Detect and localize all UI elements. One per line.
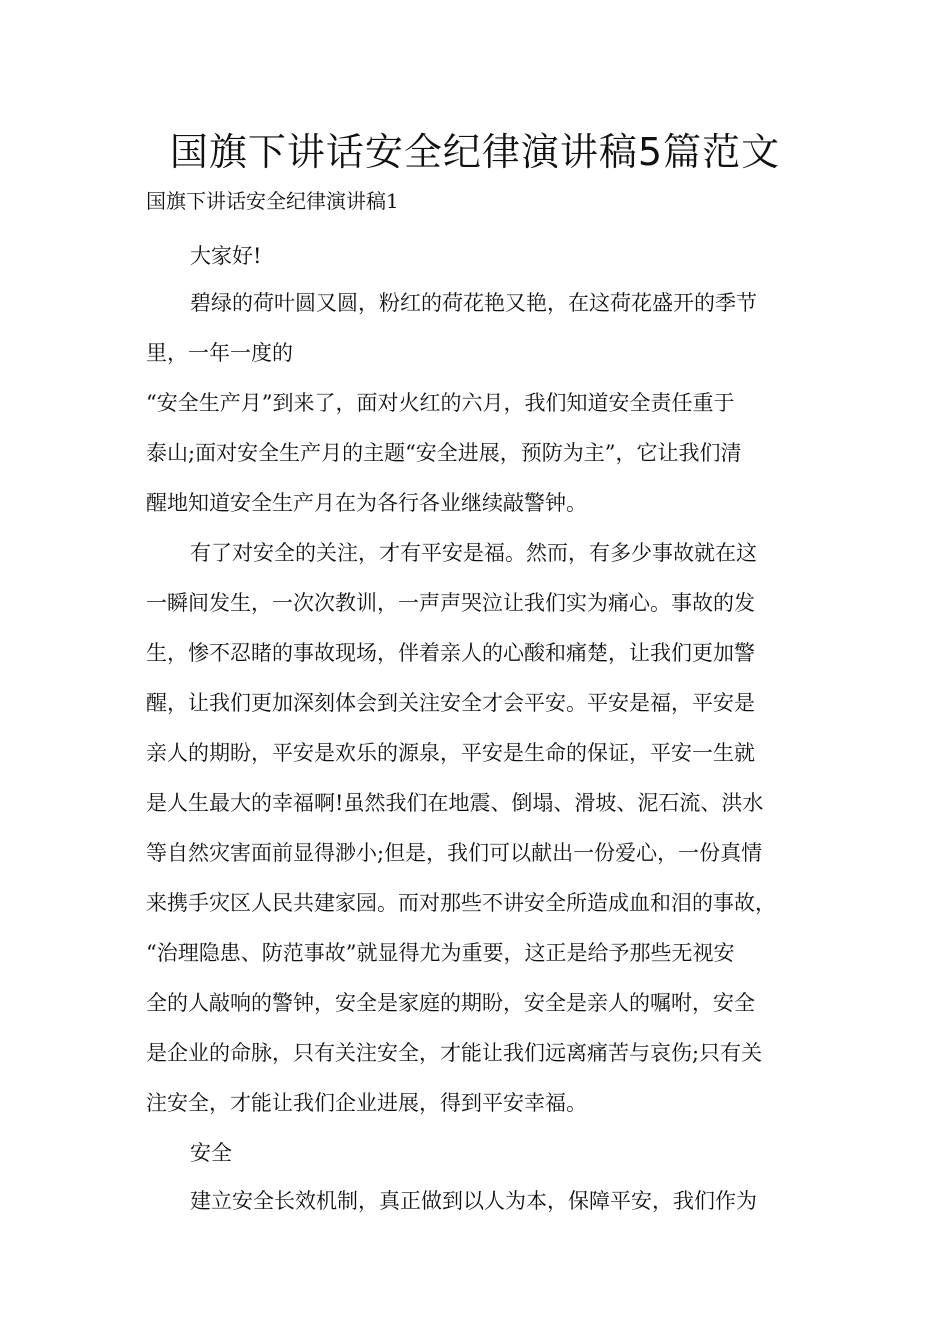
paragraph-safety-month: “安全生产月”到来了，面对火红的六月，我们知道安全责任重于 泰山;面对安全生产月的主题“安全进展，预防为主”，它让我们清 醒地知道安全生产月在为各行各业继续敲警钟。 (146, 391, 742, 515)
paragraph-safety-blessing: 有了对安全的关注，才有平安是福。然而，有多少事故就在这 一瞬间发生，一次次教训，一声声哭泣让我们实为痛心。事故的发 生，惨不忍睹的事故现场，伴着亲人的心酸和痛楚，让我们更加警 醒，让我们更加深刻体会到关注安全才会平安。平安是福，平安是 亲人的期盼，平安是欢乐的源泉，平安是生命的保证，平安一生就 是人生最大的幸福啊!虽然我们在地震、倒塌、滑坡、泥石流、洪水 等自然灾害面前显得渺小;但是，我们可以献出一份爱心，一份真情 来携手灾区人民共建家园。而对那些不讲安全所造成血和泪的事故， “治理隐患、防范事故”就显得尤为重要，这正是给予那些无视安 全的人敲响的警钟，安全是家庭的期盼，安全是亲人的嘱咐，安全 是企业的命脉，只有关注安全，才能让我们远离痛苦与哀伤;只有关 注安全，才能让我们企业进展，得到平安幸福。 (146, 541, 776, 1115)
document-title: 国旗下讲话安全纪律演讲稿5篇范文 (169, 130, 781, 174)
paragraph-safety-heading: 安全 (190, 1141, 232, 1165)
paragraph-intro: 碧绿的荷叶圆又圆，粉红的荷花艳又艳，在这荷花盛开的季节 里，一年一度的 (146, 291, 757, 365)
paragraph-greeting: 大家好! (190, 244, 262, 268)
document-subtitle: 国旗下讲话安全纪律演讲稿1 (146, 189, 399, 213)
paragraph-mechanism: 建立安全长效机制，真正做到以人为本，保障平安，我们作为 (190, 1189, 757, 1213)
